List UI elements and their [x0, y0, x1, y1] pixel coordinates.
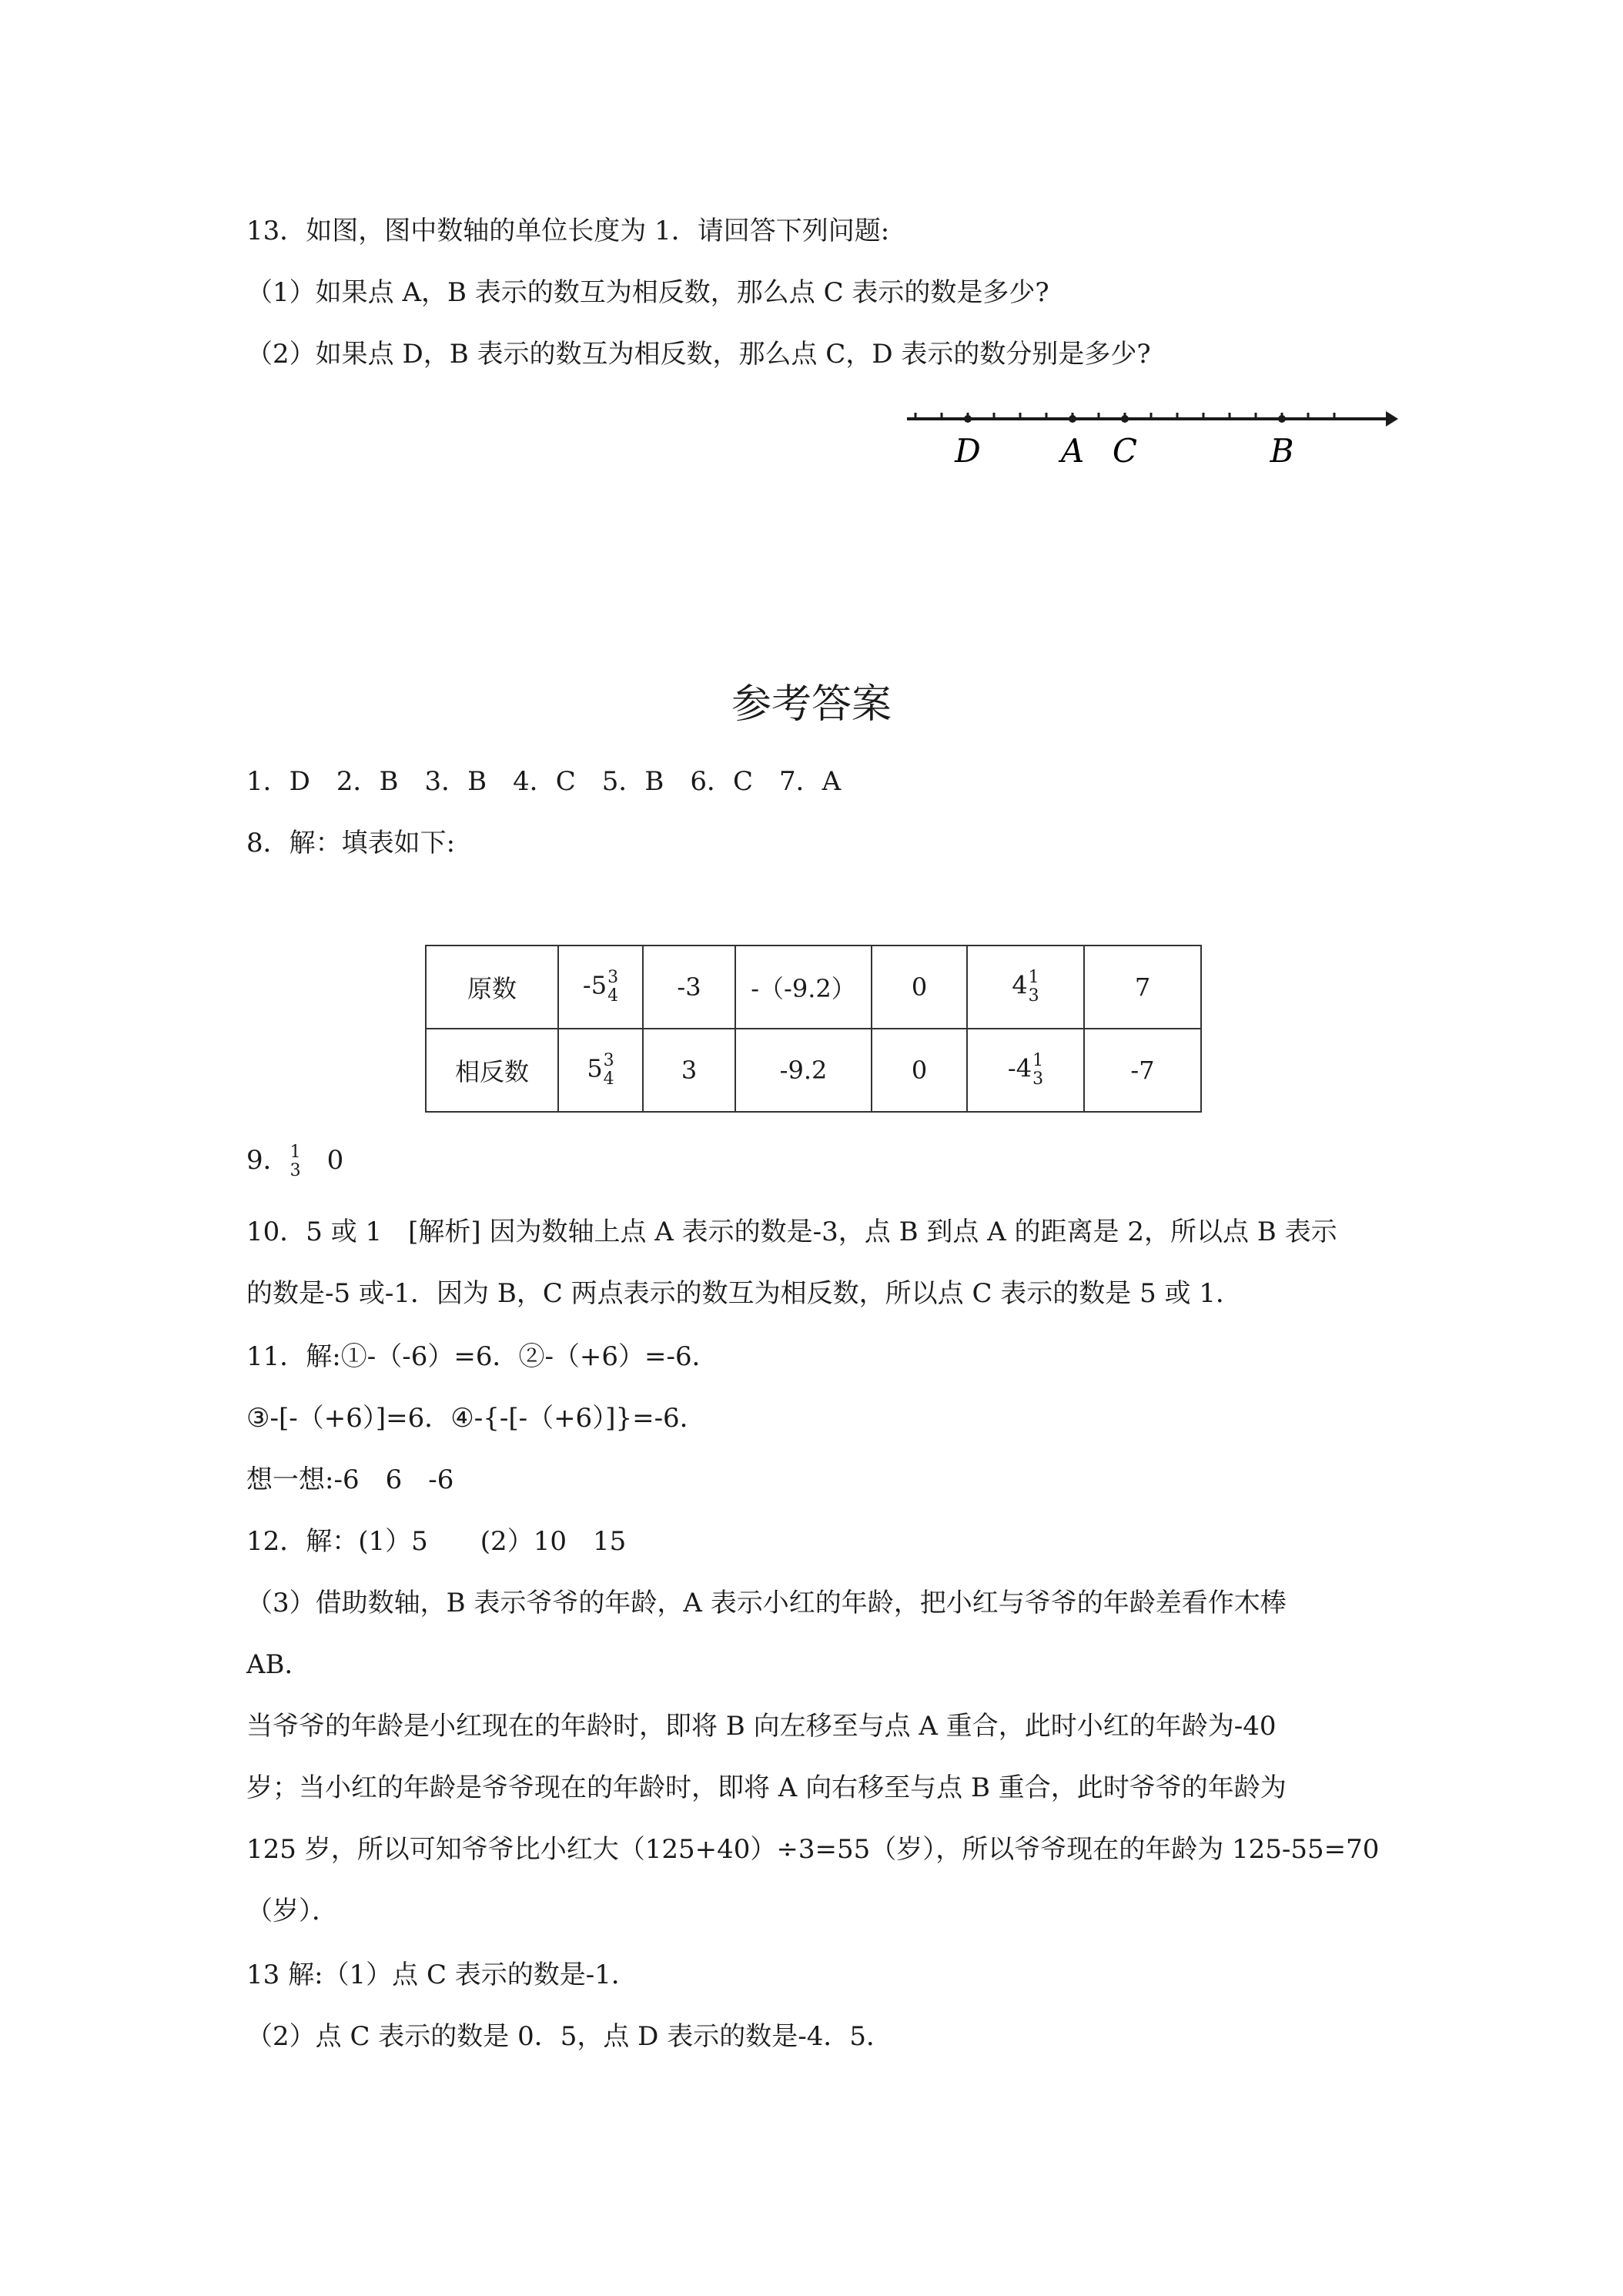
point-c-label: C: [1112, 432, 1138, 470]
point-b-label: B: [1270, 432, 1294, 470]
table-cell: 0: [872, 946, 967, 1029]
table-cell: 0: [872, 1029, 967, 1112]
table-cell: -5 3 4: [558, 946, 643, 1029]
answer-8: 8．解：填表如下:: [246, 828, 456, 858]
point-a-dot: [1069, 415, 1076, 423]
answer-13-line2: （2）点 C 表示的数是 0．5，点 D 表示的数是-4．5．: [246, 2021, 892, 2052]
answer-9: 9． 1 3 0: [246, 1143, 344, 1180]
answer-12-line6: 125 岁，所以可知爷爷比小红大（125+40）÷3=55（岁），所以爷爷现在的年龄为 125-55=70: [246, 1834, 1380, 1865]
q13-part2: （2）如果点 D，B 表示的数互为相反数，那么点 C，D 表示的数分别是多少?: [246, 339, 1151, 370]
answer-12-line4: 当爷爷的年龄是小红现在的年龄时，即将 B 向左移至与点 A 重合，此时小红的年龄为-40: [246, 1711, 1277, 1742]
table-cell: -4 1 3: [967, 1029, 1084, 1112]
answer-table: [425, 945, 1202, 1113]
answer-13-line1: 13 解:（1）点 C 表示的数是-1．: [246, 1960, 637, 1990]
table-cell: -（-9.2）: [735, 946, 872, 1029]
table-row-opposite: [426, 1029, 1201, 1112]
answer-12-line1: 12．解：(1）5 (2）10 15: [246, 1526, 627, 1557]
answers-1-7: 1．D 2．B 3．B 4．C 5．B 6．C 7．A: [246, 766, 842, 797]
answer-12-line2: （3）借助数轴，B 表示爷爷的年龄，A 表示小红的年龄，把小红与爷爷的年龄差看作木棒: [246, 1588, 1287, 1618]
table-cell: -9.2: [735, 1029, 872, 1112]
table-row-original: [426, 946, 1201, 1029]
number-line-arrow: [1386, 411, 1398, 427]
q13-stem: 13．如图，图中数轴的单位长度为 1．请回答下列问题:: [246, 216, 890, 246]
table-cell: 5 3 4: [558, 1029, 643, 1112]
answer-10-line1: 10．5 或 1 [解析] 因为数轴上点 A 表示的数是-3，点 B 到点 A 的距离是 2，所以点 B 表示: [246, 1217, 1337, 1247]
answer-10-line2: 的数是-5 或-1．因为 B，C 两点表示的数互为相反数，所以点 C 表示的数是 5 或 1．: [246, 1278, 1242, 1309]
q13-part1: （1）如果点 A，B 表示的数互为相反数，那么点 C 表示的数是多少?: [246, 277, 1049, 308]
number-line-figure: [893, 393, 1401, 485]
table-head-original: 原数: [426, 946, 558, 1029]
point-a-label: A: [1060, 432, 1085, 470]
table-cell: 3: [643, 1029, 735, 1112]
point-b-dot: [1278, 415, 1286, 423]
point-c-dot: [1121, 415, 1129, 423]
table-cell: -3: [643, 946, 735, 1029]
table-cell: -7: [1084, 1029, 1201, 1112]
point-d-dot: [964, 415, 972, 423]
answer-12-line5: 岁；当小红的年龄是爷爷现在的年龄时，即将 A 向右移至与点 B 重合，此时爷爷的年龄为: [246, 1772, 1287, 1803]
answer-11-line3: 想一想:-6 6 -6: [246, 1464, 454, 1495]
table-cell: 7: [1084, 946, 1201, 1029]
answer-11-line1: 11．解:①-（-6）=6．②-（+6）=-6．: [246, 1341, 718, 1372]
answer-12-line7: （岁）．: [246, 1896, 338, 1926]
answer-11-line2: ③-[-（+6）]=6．④-{-[-（+6）]}=-6．: [246, 1403, 706, 1434]
answer-12-line3: AB．: [246, 1649, 311, 1680]
answers-title: 参考答案: [731, 681, 892, 728]
point-d-label: D: [955, 432, 981, 470]
table-head-opposite: 相反数: [426, 1029, 558, 1112]
table-cell: 4 1 3: [967, 946, 1084, 1029]
